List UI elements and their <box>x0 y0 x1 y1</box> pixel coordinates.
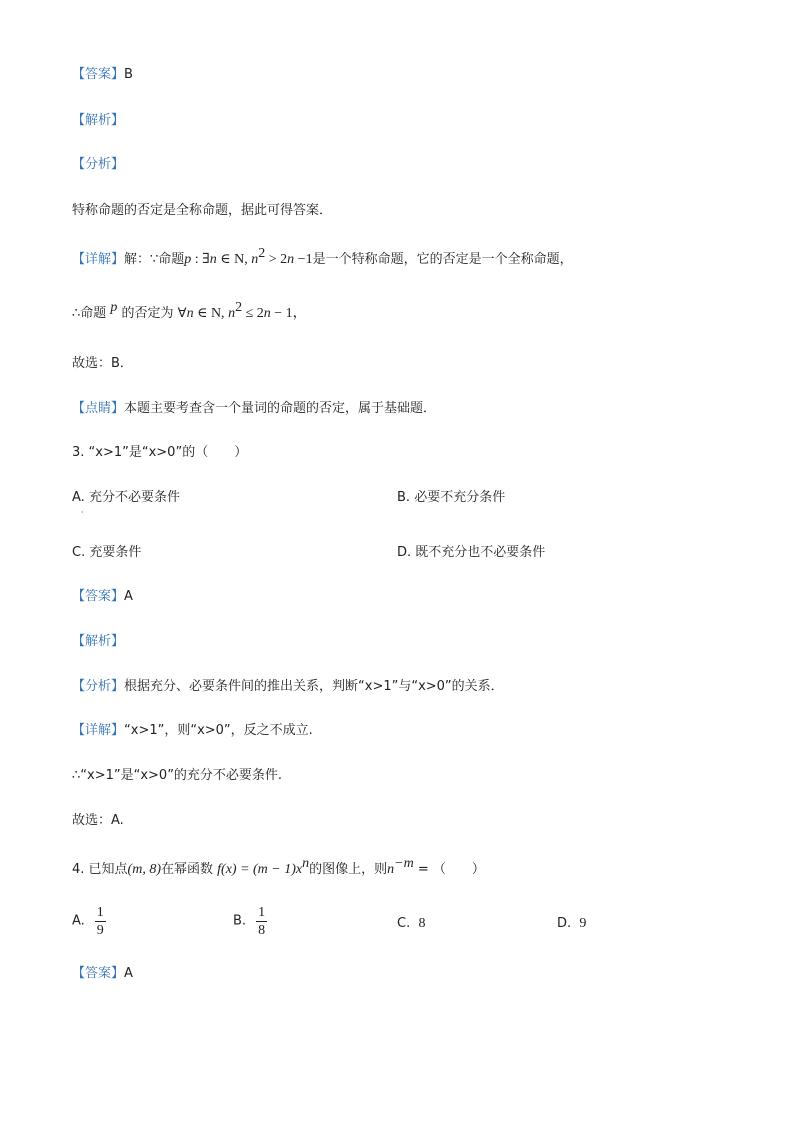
option-label: C. <box>72 545 86 560</box>
math-exponent: 2 <box>235 300 243 315</box>
q3-fenxi-line <box>72 677 504 697</box>
math-minus-one: −1 <box>294 252 313 267</box>
answer-tag: 【答案】 <box>72 67 125 82</box>
q3-analysis-line <box>72 632 124 652</box>
neg-prefix: ∴命题 <box>72 306 111 321</box>
option-label: C. <box>397 916 411 931</box>
math-gt: > 2 <box>265 252 288 267</box>
q3-conclusion: ∴“x>1”是“x>0”的充分不必要条件. <box>72 768 283 783</box>
q3-answer-line <box>72 587 133 607</box>
fenxi-tag: 【分析】 <box>72 679 125 694</box>
q2-negation-line <box>72 300 307 324</box>
q2-answer-line <box>72 65 133 85</box>
q4-option-a <box>72 904 106 939</box>
stray-dot: · <box>81 508 84 517</box>
math-tail: − 1， <box>270 306 307 321</box>
fenxi-text: 根据充分、必要条件间的推出关系，判断“x>1”与“x>0”的关系． <box>124 679 504 694</box>
q4-option-c <box>397 914 425 934</box>
q3-option-a <box>72 488 180 508</box>
q2-choice-text: 故选：B． <box>72 356 133 371</box>
stem-mid: 在幂函数 <box>160 862 213 877</box>
math-n: n <box>209 252 217 267</box>
math-exponent: 2 <box>258 246 266 261</box>
q2-fenxi-tag-line <box>72 155 124 175</box>
q3-choice-text: 故选：A. <box>72 813 124 828</box>
q3-option-c <box>72 543 141 563</box>
math-in-N: ∈ N, <box>216 252 252 267</box>
detail-tag: 【详解】 <box>72 252 125 267</box>
math-exponent: n <box>302 856 310 871</box>
comment-tag: 【点睛】 <box>72 401 125 416</box>
math-n: n <box>387 862 395 877</box>
option-text: 9 <box>579 916 587 931</box>
math-in-N: ∈ N, <box>193 306 229 321</box>
q4-option-b <box>233 904 267 939</box>
option-label: D. <box>557 916 572 931</box>
fraction <box>256 904 267 939</box>
neg-middle: 的否定为 ∀ <box>117 306 187 321</box>
math-point: (m, 8) <box>127 862 161 877</box>
option-label: D. <box>397 545 412 560</box>
stem-after: 的图像上，则 <box>309 862 388 877</box>
math-power-function: f(x) = (m − 1)x <box>217 862 303 877</box>
denominator: 8 <box>258 923 266 938</box>
option-label: B. <box>233 913 247 929</box>
detail-suffix: 是一个特称命题，它的否定是一个全称命题， <box>312 252 573 267</box>
q3-option-d <box>397 543 545 563</box>
denominator: 9 <box>96 923 104 938</box>
option-text: 充要条件 <box>89 545 142 560</box>
q3-stem: 3. “x>1”是“x>0”的（ ） <box>72 445 248 460</box>
analysis-tag: 【解析】 <box>72 113 125 128</box>
q2-detail-line <box>72 246 573 270</box>
q2-analysis-line <box>72 111 124 131</box>
q3-detail-line <box>72 721 313 741</box>
math-exists: : ∃ <box>191 252 210 267</box>
math-n: n <box>228 306 236 321</box>
math-n: n <box>287 252 295 267</box>
q2-fenxi-text: 特称命题的否定是全称命题，据此可得答案． <box>72 203 333 218</box>
math-exponent: −m <box>394 856 414 871</box>
math-le: ≤ 2 <box>242 306 264 321</box>
numerator: 1 <box>96 905 104 920</box>
q4-answer-line <box>72 964 133 984</box>
detail-prefix: 解：∵命题 <box>124 252 185 267</box>
math-n: n <box>251 252 259 267</box>
detail-tag: 【详解】 <box>72 723 125 738</box>
math-p: p <box>184 252 192 267</box>
option-label: B. <box>397 490 411 505</box>
answer-value: A <box>124 589 133 604</box>
math-n: n <box>186 306 194 321</box>
q3-option-b <box>397 488 505 508</box>
fenxi-tag: 【分析】 <box>72 157 125 172</box>
numerator: 1 <box>258 905 266 920</box>
stem-prefix: 4. 已知点 <box>72 862 128 877</box>
stem-eq: = （ ） <box>413 862 485 877</box>
answer-tag: 【答案】 <box>72 589 125 604</box>
comment-text: 本题主要考查含一个量词的命题的否定，属于基础题． <box>124 401 437 416</box>
answer-value: B <box>124 67 133 82</box>
fraction <box>95 904 106 939</box>
math-n: n <box>263 306 271 321</box>
analysis-tag: 【解析】 <box>72 634 125 649</box>
detail-text: “x>1”，则“x>0”，反之不成立. <box>124 723 313 738</box>
option-text: 8 <box>418 916 426 931</box>
math-p: p <box>110 300 118 315</box>
answer-tag: 【答案】 <box>72 966 125 981</box>
option-label: A. <box>72 913 85 929</box>
option-label: A. <box>72 490 85 505</box>
answer-value: A <box>124 966 133 981</box>
option-text: 充分不必要条件 <box>88 490 180 505</box>
q4-stem <box>72 856 485 880</box>
q2-comment-line <box>72 399 436 419</box>
q4-option-d <box>557 914 586 934</box>
option-text: 既不充分也不必要条件 <box>415 545 546 560</box>
option-text: 必要不充分条件 <box>414 490 506 505</box>
